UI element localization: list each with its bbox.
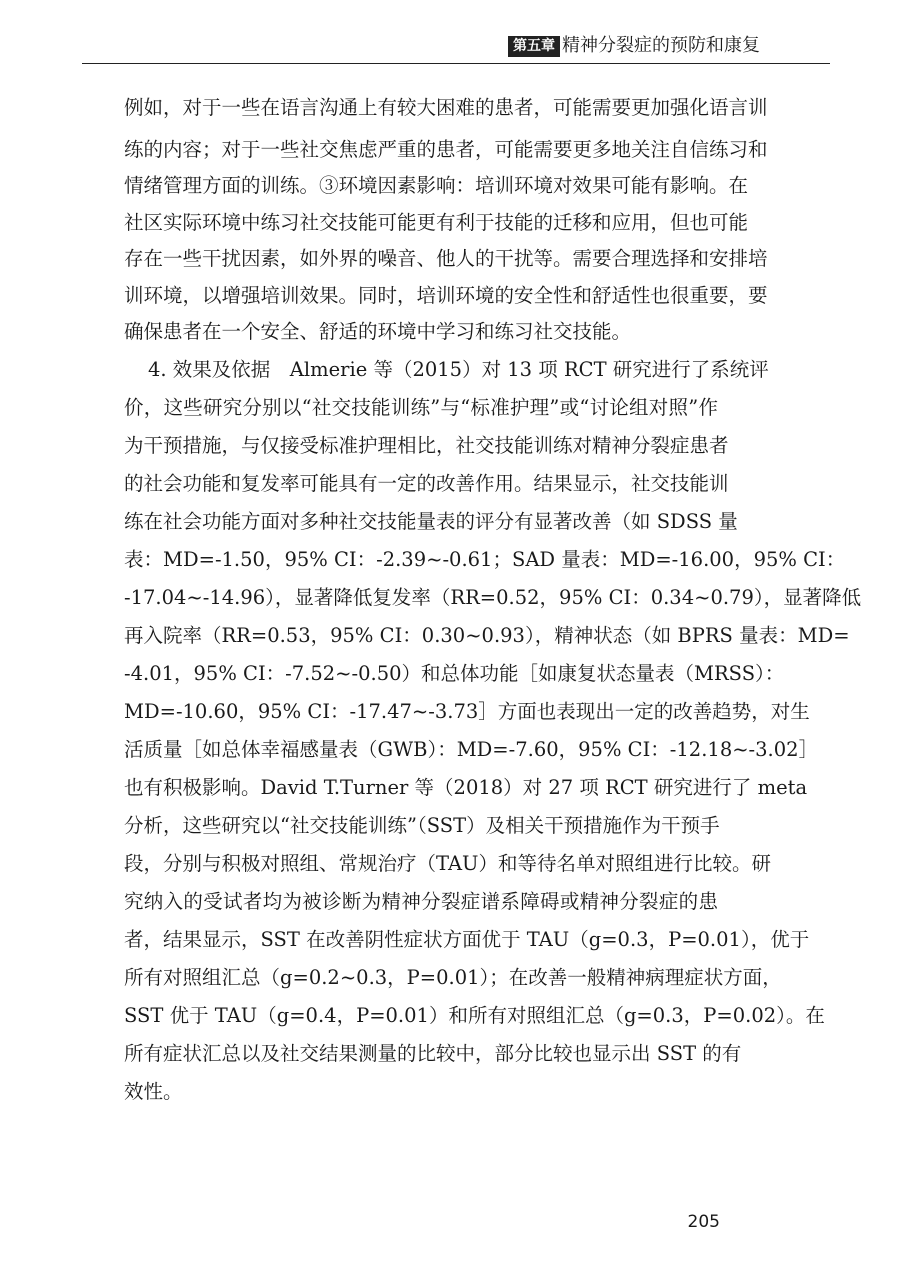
paragraph-2-line: 练在社会功能方面对多种社交技能量表的评分有显著改善（如 SDSS 量 [124, 510, 738, 533]
paragraph-2-line: 所有对照组汇总（g=0.2~0.3，P=0.01）；在改善一般精神病理症状方面， [124, 966, 782, 989]
paragraph-2-line: 效性。 [124, 1080, 183, 1103]
paragraph-2-line: 究纳入的受试者均为被诊断为精神分裂症谱系障碍或精神分裂症的患 [124, 890, 718, 913]
paragraph-1-line: 确保患者在一个安全、舒适的环境中学习和练习社交技能。 [124, 320, 632, 343]
paragraph-2-line: -4.01，95% CI：-7.52~-0.50）和总体功能［如康复状态量表（MRSS）： [124, 662, 785, 685]
page-number: 205 [687, 1212, 720, 1232]
paragraph-1-line: 情绪管理方面的训练。③环境因素影响：培训环境对效果可能有影响。在 [124, 174, 749, 197]
paragraph-2-line: 4. 效果及依据 Almerie 等（2015）对 13 项 RCT 研究进行了系统评 [148, 358, 769, 381]
paragraph-2-line: 再入院率（RR=0.53，95% CI：0.30~0.93），精神状态（如 BPRS 量表：MD= [124, 624, 850, 647]
paragraph-2-line: -17.04~-14.96），显著降低复发率（RR=0.52，95% CI：0.34~0.79），显著降低 [124, 586, 862, 609]
paragraph-2-line: 者，结果显示，SST 在改善阴性症状方面优于 TAU（g=0.3，P=0.01），优于 [124, 928, 810, 951]
paragraph-2-line: 价，这些研究分别以“社交技能训练”与“标准护理”或“讨论组对照”作 [124, 396, 718, 419]
paragraph-2-line: 也有积极影响。David T.Turner 等（2018）对 27 项 RCT 研究进行了 meta [124, 776, 808, 799]
paragraph-2-line: MD=-10.60，95% CI：-17.47~-3.73］方面也表现出一定的改善趋势，对生 [124, 700, 810, 723]
paragraph-1-line: 社区实际环境中练习社交技能可能更有利于技能的迁移和应用，但也可能 [124, 211, 749, 234]
paragraph-1-line: 训环境，以增强培训效果。同时，培训环境的安全性和舒适性也很重要，要 [124, 284, 768, 307]
paragraph-1-line: 练的内容；对于一些社交焦虑严重的患者，可能需要更多地关注自信练习和 [124, 138, 768, 161]
chapter-title: 精神分裂症的预防和康复 [562, 35, 760, 56]
paragraph-2-line: 为干预措施，与仅接受标准护理相比，社交技能训练对精神分裂症患者 [124, 434, 729, 457]
paragraph-2-line: 段，分别与积极对照组、常规治疗（TAU）和等待名单对照组进行比较。研 [124, 852, 771, 875]
paragraph-2-line: SST 优于 TAU（g=0.4，P=0.01）和所有对照组汇总（g=0.3，P=0.02）。在 [124, 1004, 825, 1027]
paragraph-2-line: 分析，这些研究以“社交技能训练”（SST）及相关干预措施作为干预手 [124, 814, 720, 837]
paragraph-2-line: 活质量［如总体幸福感量表（GWB）：MD=-7.60，95% CI：-12.18~-3.02］ [124, 738, 819, 761]
chapter-badge: 第五章 [508, 36, 560, 57]
paragraph-1-line: 例如，对于一些在语言沟通上有较大困难的患者，可能需要更加强化语言训 [124, 96, 768, 119]
paragraph-1-line: 存在一些干扰因素，如外界的噪音、他人的干扰等。需要合理选择和安排培 [124, 247, 768, 270]
paragraph-2-line: 所有症状汇总以及社交结果测量的比较中，部分比较也显示出 SST 的有 [124, 1042, 742, 1065]
paragraph-2-line: 的社会功能和复发率可能具有一定的改善作用。结果显示，社交技能训 [124, 472, 729, 495]
paragraph-2-line: 表：MD=-1.50，95% CI：-2.39~-0.61；SAD 量表：MD=-16.00，95% CI： [124, 548, 846, 571]
